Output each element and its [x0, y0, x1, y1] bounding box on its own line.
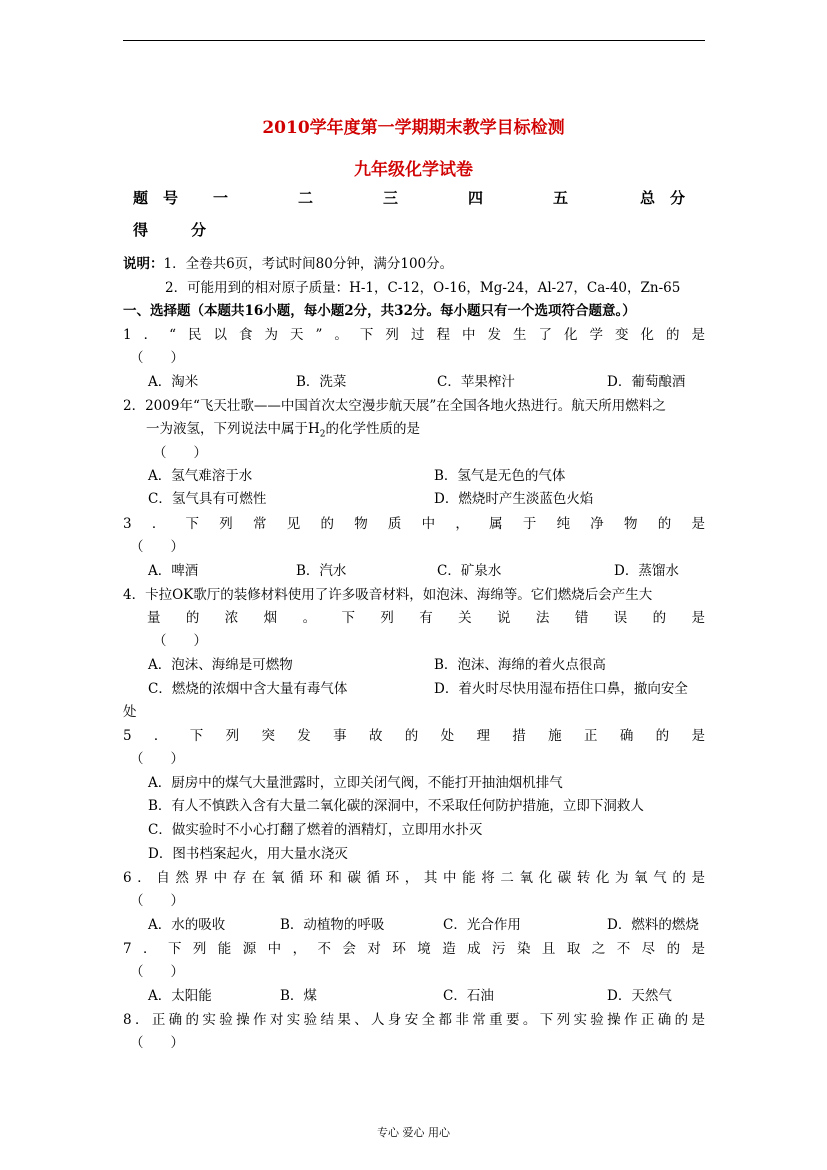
question-2-stem-line-2 [146, 419, 420, 445]
question-1-option-a: A．淘米 [148, 374, 199, 390]
question-6-stem: 6．自然界中存在氧循环和碳循环，其中能将二氧化碳转化为氧气的是 [123, 870, 705, 886]
notes-line-1 [123, 254, 453, 274]
question-2-option-a: A．氢气难溶于水 [148, 468, 253, 484]
exam-title: 2010学年度第一学期期末教学目标检测 [262, 118, 565, 138]
question-1-blank: （ ） [130, 350, 184, 366]
question-6-option-b: B．动植物的呼吸 [280, 917, 385, 933]
question-4-stem-line-2: 量的浓烟。下列有关说法错误的是 [147, 610, 705, 626]
question-7-blank: （ ） [130, 964, 184, 980]
question-5-stem: 5．下列突发事故的处理措施正确的是 [123, 728, 705, 744]
question-4-option-d-wrap: 处 [123, 704, 137, 720]
score-col-total: 总 分 [640, 189, 686, 207]
score-table-header [0, 187, 827, 209]
question-6-blank: （ ） [130, 893, 184, 909]
question-3-option-a: A．啤酒 [148, 563, 199, 579]
question-7-stem: 7．下列能源中，不会对环境造成污染且取之不尽的是 [123, 941, 705, 957]
question-2-option-b: B．氢气是无色的气体 [434, 468, 566, 484]
score-col-3: 三 [383, 189, 399, 207]
question-5-option-d: D．图书档案起火，用大量水浇灭 [148, 846, 348, 862]
score-row-label: 得 分 [133, 221, 221, 239]
question-5-option-c: C．做实验时不小心打翻了燃着的酒精灯，立即用水扑灭 [148, 822, 483, 838]
question-5-option-b: B．有人不慎跌入含有大量二氧化碳的深洞中，不采取任何防护措施，立即下洞救人 [148, 798, 644, 814]
question-1-option-c: C．苹果榨汁 [437, 374, 515, 390]
question-7-option-d: D．天然气 [607, 988, 672, 1004]
question-2-stem-post: 的化学性质的是 [325, 421, 421, 437]
question-4-stem: 4．卡拉OK歌厅的装修材料使用了许多吸音材料，如泡沫、海绵等。它们燃烧后会产生大 [123, 587, 653, 603]
question-1-option-b: B．洗菜 [296, 374, 347, 390]
notes-item-2: 2．可能用到的相对原子质量：H-1，C-12，O-16，Mg-24，Al-27，Ca-40，Zn-65 [165, 280, 681, 296]
score-col-5: 五 [553, 189, 569, 207]
score-col-1: 一 [213, 189, 229, 207]
question-7-option-b: B．煤 [280, 988, 317, 1004]
header-rule [123, 40, 705, 41]
question-3-blank: （ ） [130, 539, 184, 555]
question-5-blank: （ ） [130, 751, 184, 767]
score-col-label: 题 号 [133, 189, 179, 207]
notes-label: 说明： [123, 256, 164, 272]
question-7-option-c: C．石油 [443, 988, 494, 1004]
question-2-subscript: 2 [319, 429, 326, 440]
question-1-option-d: D．葡萄酿酒 [607, 374, 686, 390]
question-6-option-c: C．光合作用 [443, 917, 521, 933]
page-footer: 专心 爱心 用心 [377, 1126, 450, 1139]
score-col-4: 四 [468, 189, 484, 207]
section-heading: 一、选择题（本题共16小题，每小题2分，共32分。每小题只有一个选项符合题意。） [123, 303, 636, 319]
question-2-option-d: D．燃烧时产生淡蓝色火焰 [434, 491, 594, 507]
score-col-2: 二 [298, 189, 314, 207]
question-4-option-b: B．泡沫、海绵的着火点很高 [434, 657, 606, 673]
question-2-stem: 2．2009年“飞天壮歌——中国首次太空漫步航天展”在全国各地火热进行。航天所用燃料之 [123, 398, 666, 414]
question-4-option-a: A．泡沫、海绵是可燃物 [148, 657, 293, 673]
question-6-option-d: D．燃料的燃烧 [607, 917, 699, 933]
question-2-option-c: C．氢气具有可燃性 [148, 491, 267, 507]
question-3-option-d: D．蒸馏水 [614, 563, 679, 579]
question-1-stem: 1．“民以食为天”。下列过程中发生了化学变化的是 [123, 327, 705, 343]
question-2-stem-pre: 一为液氢，下列说法中属于H [146, 421, 320, 437]
question-2-blank: （ ） [153, 445, 207, 461]
question-8-blank: （ ） [130, 1035, 184, 1051]
question-7-option-a: A．太阳能 [148, 988, 212, 1004]
question-3-stem: 3．下列常见的物质中，属于纯净物的是 [123, 516, 705, 532]
question-4-option-d: D．着火时尽快用湿布捂住口鼻，撤向安全 [434, 681, 688, 697]
question-4-blank: （ ） [153, 633, 207, 649]
question-6-option-a: A．水的吸收 [148, 917, 226, 933]
question-3-option-b: B．汽水 [296, 563, 347, 579]
question-3-option-c: C．矿泉水 [437, 563, 502, 579]
question-8-stem: 8．正确的实验操作对实验结果、人身安全都非常重要。下列实验操作正确的是 [123, 1012, 705, 1028]
notes-item-1: 1．全卷共6页，考试时间80分钟，满分100分。 [163, 256, 454, 272]
question-4-option-c: C．燃烧的浓烟中含大量有毒气体 [148, 681, 348, 697]
exam-subtitle: 九年级化学试卷 [354, 160, 473, 180]
question-5-option-a: A．厨房中的煤气大量泄露时，立即关闭气阀，不能打开抽油烟机排气 [148, 775, 563, 791]
